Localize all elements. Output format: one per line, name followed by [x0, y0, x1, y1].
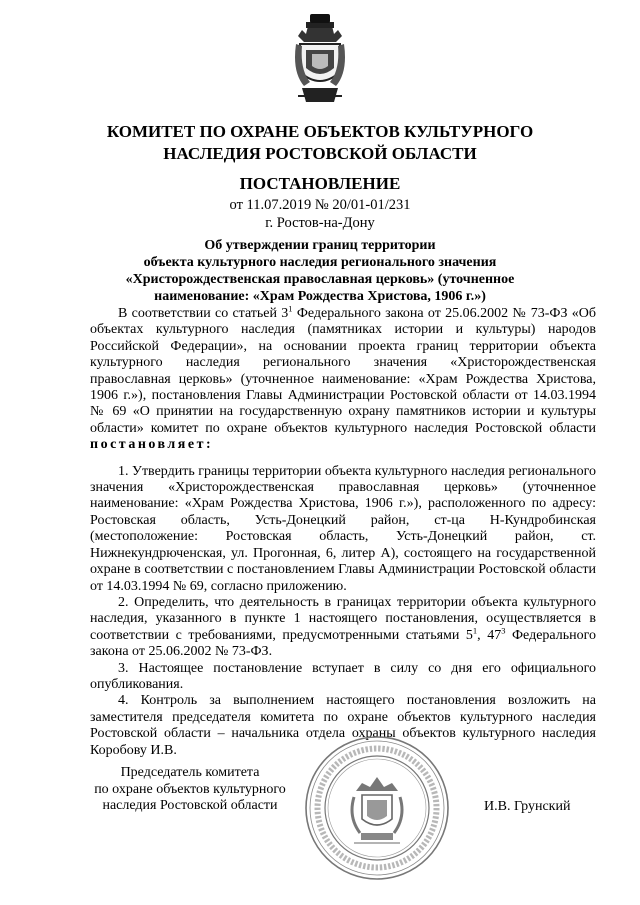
organization-name-line1: КОМИТЕТ ПО ОХРАНЕ ОБЪЕКТОВ КУЛЬТУРНОГО: [106, 122, 534, 141]
item-4: 4. Контроль за выполнением настоящего постановления возложить на заместителя председателя комитета по охране объектов культурного наследия Ростовской области – начальника отдела охраны объектов культурного наследия Коробову И.В.: [90, 693, 596, 758]
item-2-text-2: , 47: [477, 627, 502, 643]
date-and-number: от 11.07.2019 № 20/01-01/231: [229, 197, 411, 213]
preamble-text-1: В соответствии со статьей 3: [118, 306, 289, 321]
decree-word: постановляет:: [90, 437, 214, 453]
subject-line4: наименование: «Храм Рождества Христова, 1906 г.»): [154, 289, 486, 304]
subject-line1: Об утверждении границ территории: [204, 238, 436, 253]
signatory-position: [72, 765, 308, 815]
document-subject: [100, 237, 540, 305]
signatory-position-line2: по охране объектов культурного: [94, 781, 286, 797]
item-1: 1. Утвердить границы территории объекта культурного наследия регионального значения «Христорождественская православная церковь» (уточненное наименование: «Храм Рождества Христова, 1906 г.»), расположенного по адресу: Ростовская область, Усть-Донецкий район, ст-ца Н-Кундробинская (местоположение: Ростовская область, Усть-Донецкий район, ст. Нижнекундрюченская, ул. Прогонная, 6, литер А), состоящего на государственной охране в соответствии с постановлением Главы Администрации Ростовской области от 14.03.1994 № 69, согласно приложению.: [90, 463, 596, 594]
subject-line2: объекта культурного наследия регионального значения: [143, 255, 497, 270]
subject-line3: «Христорождественская православная церковь» (уточненное: [125, 272, 515, 287]
item-2-superscript-1: 1: [472, 625, 478, 636]
coat-of-arms-emblem: [294, 12, 346, 106]
item-2: [90, 595, 596, 661]
signatory-name: И.В. Грунский: [484, 799, 571, 814]
document-body: [90, 303, 596, 759]
item-2-superscript-2: 3: [501, 625, 506, 636]
preamble-paragraph: [90, 303, 596, 454]
official-seal-stamp: [304, 735, 450, 881]
item-2-text-1: 2. Определить, что деятельность в границах территории объекта культурного наследия, указанного в пункте 1 настоящего постановления, осуществляется в соответствии с требованиями, предусмотренными статьями 5: [90, 594, 596, 643]
preamble-text-2: Федерального закона от 25.06.2002 № 73-ФЗ «Об объектах культурного наследия (памятниках истории и культуры) народов Российской Федерации», на основании проекта границ территории объекта культурного наследия регионального значения «Христорождественская православная церковь» (уточненное наименование: «Храм Рождества Христова, 1906 г.»), постановления Главы Администрации Ростовской области от 14.03.1994 № 69 «О принятии на государственную охрану памятников истории и культуры области» комитет по охране объектов культурного наследия Ростовской области: [90, 306, 596, 436]
preamble-superscript: 1: [288, 303, 293, 314]
organization-name: [60, 121, 580, 165]
signatory-position-line3: наследия Ростовской области: [102, 798, 278, 813]
signatory-position-line1: Председатель комитета: [120, 765, 260, 780]
organization-name-line2: НАСЛЕДИЯ РОСТОВСКОЙ ОБЛАСТИ: [163, 144, 477, 163]
item-2-text-3: Федерального закона от 25.06.2002 № 73-ФЗ.: [90, 627, 596, 660]
item-3: 3. Настоящее постановление вступает в силу со дня его официального опубликования.: [90, 660, 596, 692]
city: г. Ростов-на-Дону: [265, 215, 375, 231]
document-type: ПОСТАНОВЛЕНИЕ: [239, 174, 401, 193]
